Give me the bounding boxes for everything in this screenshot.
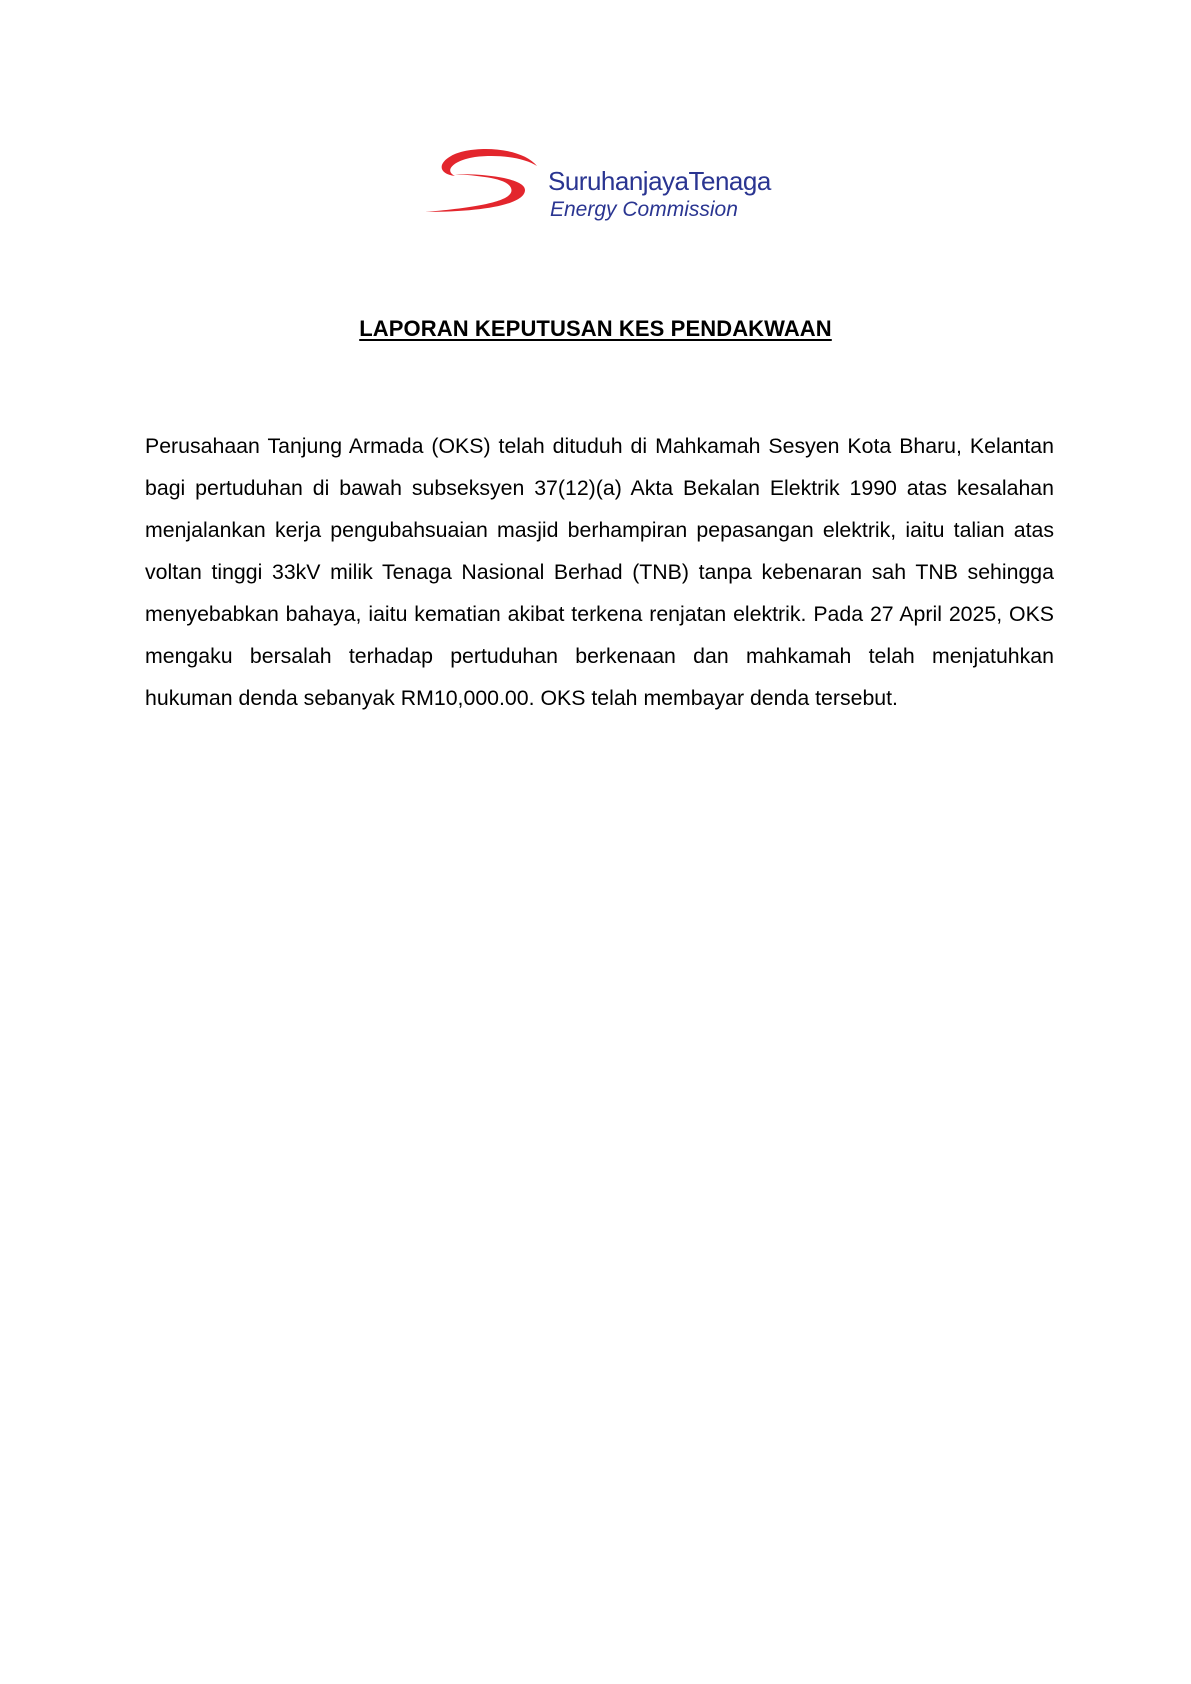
swoosh-logo-icon [425, 146, 555, 226]
energy-commission-logo [425, 146, 795, 226]
document-title: LAPORAN KEPUTUSAN KES PENDAKWAAN [359, 316, 832, 341]
logo-name-malay: SuruhanjayaTenaga [548, 166, 771, 196]
document-paragraph: Perusahaan Tanjung Armada (OKS) telah dituduh di Mahkamah Sesyen Kota Bharu, Kelantan bagi pertuduhan di bawah subseksyen 37(12)(a) Akta Bekalan Elektrik 1990 atas kesalahan menjalankan kerja pengubahsuaian masjid berhampiran pepasangan elektrik, iaitu talian atas voltan tinggi 33kV milik Tenaga Nasional Berhad (TNB) tanpa kebenaran sah TNB sehingga menyebabkan bahaya, iaitu kematian akibat terkena renjatan elektrik. Pada 27 April 2025, OKS mengaku bersalah terhadap pertuduhan berkenaan dan mahkamah telah menjatuhkan hukuman denda sebanyak RM10,000.00. OKS telah membayar denda tersebut. [145, 434, 1054, 710]
logo-name-english: Energy Commission [550, 198, 738, 221]
